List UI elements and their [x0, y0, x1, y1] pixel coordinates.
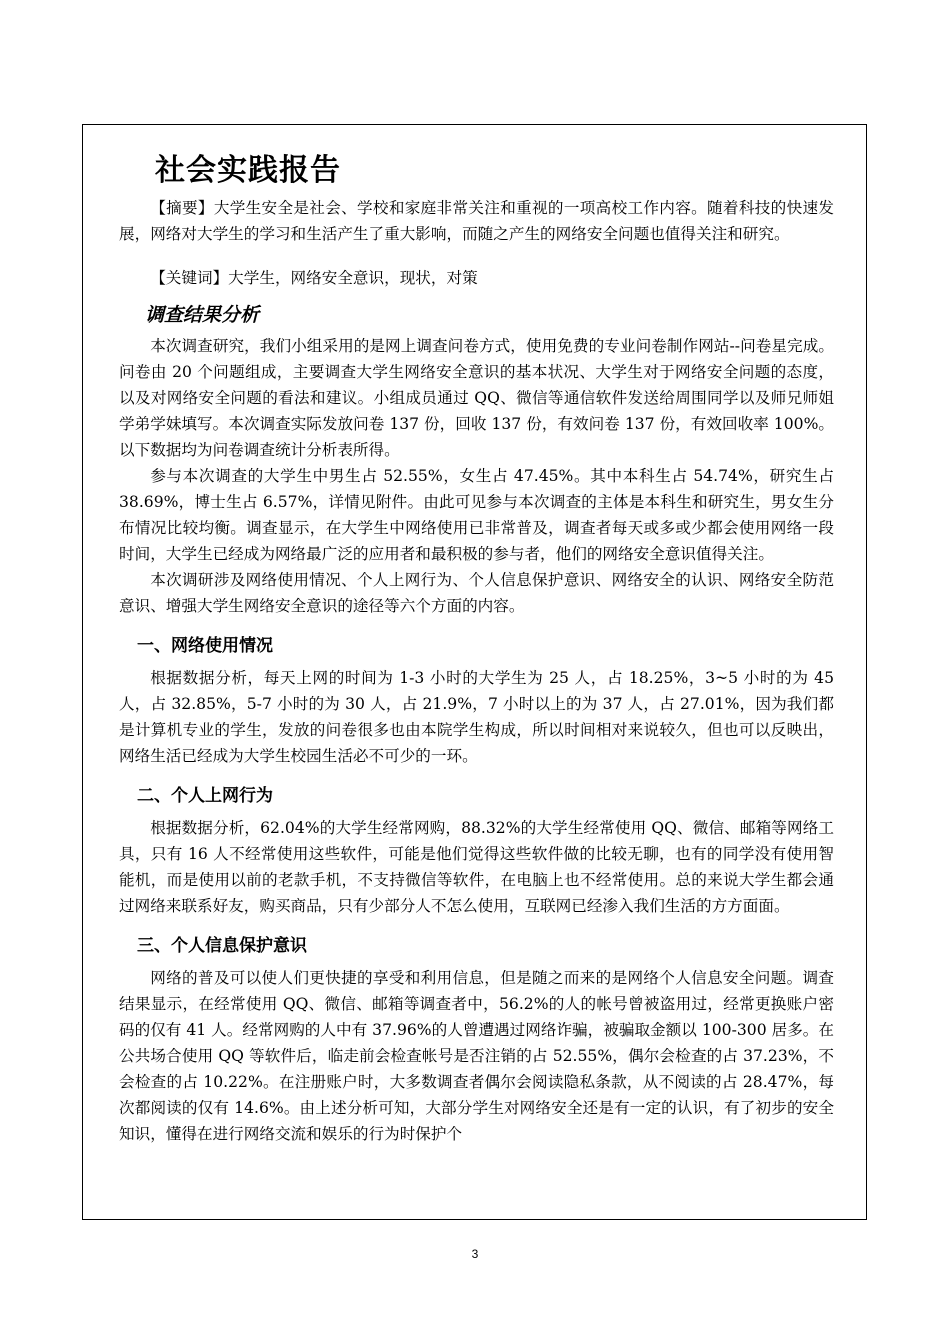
- abstract-paragraph: 【摘要】大学生安全是社会、学校和家庭非常关注和重视的一项高校工作内容。随着科技的快速发展，网络对大学生的学习和生活产生了重大影响，而随之产生的网络安全问题也值得关注和研究。: [119, 199, 834, 243]
- section-text-privacy: 网络的普及可以使人们更快捷的享受和利用信息，但是随之而来的是网络个人信息安全问题。调查结果显示，在经常使用 QQ、微信、邮箱等调查者中，56.2%的人的帐号曾被盗用过，经常更换账户密码的仅有 41 人。经常网购的人中有 37.96%的人曾遭遇过网络诈骗，被骗取金额以 100-300 居多。在公共场合使用 QQ 等软件后，临走前会检查帐号是否注销的占 52.55%，偶尔会检查的占 37.23%，不会检查的占 10.22%。在注册账户时，大多数调查者偶尔会阅读隐私条款，从不阅读的占 28.47%，每次都阅读的仅有 14.6%。由上述分析可知，大部分学生对网络安全还是有一定的认识，有了初步的安全知识，懂得在进行网络交流和娱乐的行为时保护个: [119, 969, 834, 1143]
- spacer: [119, 247, 834, 265]
- section-text-behavior: 根据数据分析，62.04%的大学生经常网购，88.32%的大学生经常使用 QQ、微信、邮箱等网络工具，只有 16 人不经常使用这些软件，可能是他们觉得这些软件做的比较无聊，也有的同学没有使用智能机，而是使用以前的老款手机，不支持微信等软件，在电脑上也不经常使用。总的来说大学生都会通过网络来联系好友，购买商品，只有少部分人不怎么使用，互联网已经渗入我们生活的方方面面。: [119, 819, 834, 915]
- analysis-title: 调查结果分析: [145, 304, 260, 326]
- keywords-paragraph: 【关键词】大学生，网络安全意识，现状，对策: [150, 269, 478, 287]
- page-number: 3: [471, 1247, 479, 1261]
- section-heading-privacy: 三、个人信息保护意识: [137, 936, 307, 956]
- report-title: 社会实践报告: [155, 153, 341, 188]
- section-text-usage: 根据数据分析，每天上网的时间为 1-3 小时的大学生为 25 人，占 18.25%，3~5 小时的为 45 人，占 32.85%，5-7 小时的为 30 人，占 21.9%，7 小时以上的为 37 人，占 27.01%，因为我们都是计算机专业的学生，发放的问卷很多也由本院学生构成，所以时间相对来说较久，但也可以反映出，网络生活已经成为大学生校园生活必不可少的一环。: [119, 669, 834, 765]
- report-frame: [82, 124, 867, 1220]
- section-heading-usage: 一、网络使用情况: [137, 636, 273, 656]
- analysis-paragraph-1: 本次调查研究，我们小组采用的是网上调查问卷方式，使用免费的专业问卷制作网站--问卷星完成。问卷由 20 个问题组成，主要调查大学生网络安全意识的基本状况、大学生对于网络安全问题的态度，以及对网络安全问题的看法和建议。小组成员通过 QQ、微信等通信软件发送给周围同学以及师兄师姐学弟学妹填写。本次调查实际发放问卷 137 份，回收 137 份，有效问卷 137 份，有效回收率 100%。以下数据均为问卷调查统计分析表所得。: [119, 337, 834, 459]
- report-content: [119, 151, 834, 1147]
- analysis-paragraph-2: 参与本次调查的大学生中男生占 52.55%，女生占 47.45%。其中本科生占 54.74%，研究生占 38.69%，博士生占 6.57%，详情见附件。由此可见参与本次调查的主体是本科生和研究生，男女生分布情况比较均衡。调查显示，在大学生中网络使用已非常普及，调查者每天或多或少都会使用网络一段时间，大学生已经成为网络最广泛的应用者和最积极的参与者，他们的网络安全意识值得关注。: [119, 467, 834, 563]
- analysis-paragraph-3: 本次调研涉及网络使用情况、个人上网行为、个人信息保护意识、网络安全的认识、网络安全防范意识、增强大学生网络安全意识的途径等六个方面的内容。: [119, 571, 834, 615]
- section-heading-behavior: 二、个人上网行为: [137, 786, 273, 806]
